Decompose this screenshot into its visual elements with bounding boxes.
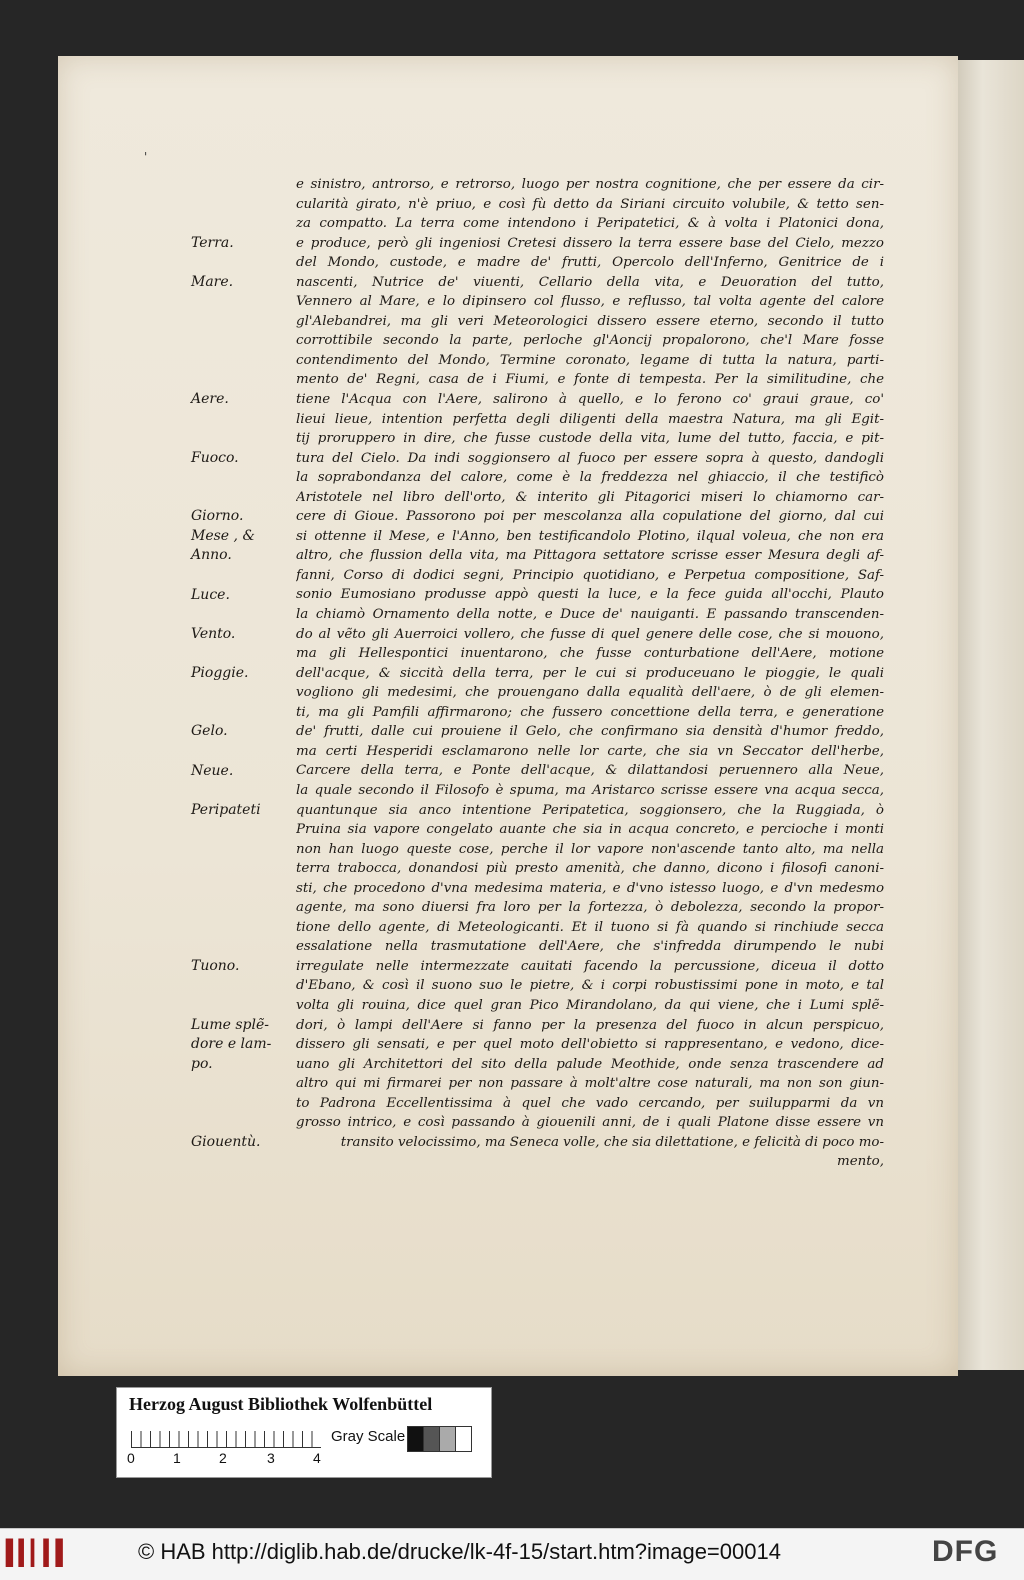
text-line: de' frutti, dalle cui prouiene il Gelo, che confirmano sia densità d'humor freddo,	[296, 724, 884, 740]
text-line: mento de' Regni, casa de i Fiumi, e fonte di tempesta. Per la similitudine, che	[296, 372, 884, 388]
text-line: tiene l'Acqua con l'Aere, salirono à quello, e lo ferono co' graui graue, co'	[296, 392, 884, 408]
text-line: altro, che flussion della vita, ma Pittagora settatore scrisse esser Mesura degli af-	[296, 548, 884, 564]
credit-link[interactable]: © HAB http://diglib.hab.de/drucke/lk-4f-15/start.htm?image=00014	[138, 1539, 781, 1564]
text-line: la chiamò Ornamento della notte, e Duce de' nauiganti. E passando transcenden-	[296, 607, 884, 623]
text-line: uano gli Architettori del sito della palude Meothide, onde senza trascendere ad	[296, 1056, 884, 1072]
margin-note: Giouentù.	[191, 1133, 261, 1150]
text-line: transito velocissimo, ma Seneca volle, che sia dilettatione, e felicità di poco mo-	[340, 1134, 884, 1150]
gray-swatch	[407, 1426, 424, 1452]
text-line: Carcere della terra, e Ponte dell'acque, & dilattandosi peruennero alla Neue,	[296, 763, 884, 779]
text-line: terra trabocca, donandosi più presto amenità, che danno, dicono i filosofi canoni-	[296, 861, 884, 877]
text-line: Pruina sia vapore congelato auante che sia in acqua concreto, e percioche i monti	[296, 822, 884, 838]
gray-swatch	[439, 1426, 456, 1452]
footer-bar	[0, 1528, 1024, 1580]
text-line: fanni, Corso di dodici segni, Principio quotidiano, e Perpetua compositione, Saf-	[296, 567, 884, 583]
text-line: za compatto. La terra come intendono i Peripatetici, & à volta i Platonici dona,	[296, 216, 884, 232]
text-line: la quale secondo il Filosofo è spuma, ma Aristarco scrisse essere vna acqua secca,	[296, 782, 884, 798]
text-line: corrottibile secondo la parte, perloche gl'Aoncij propalorono, che'l Mare fosse	[296, 333, 884, 349]
text-line: ma gli Hellespontici inuentarono, che fusse conturbatione dell'Aere, motione	[296, 646, 884, 662]
text-line: Vennero al Mare, e lo dipinsero col flusso, e reflusso, tal volta agente del calore	[296, 294, 884, 310]
text-line: contendimento del Mondo, Termine coronato, legame di tutta la natura, parti-	[296, 352, 884, 368]
catchword: mento,	[837, 1154, 884, 1170]
gray-swatch	[455, 1426, 472, 1452]
text-line: tione dello agente, di Meteologicanti. Et il tuono si fà quando si rinchiude secca	[296, 919, 884, 935]
text-line: non han luogo queste cose, perche il lor vapore non'ascende tanto alto, ma nella	[296, 841, 884, 857]
margin-note: Vento.	[191, 625, 236, 642]
margin-note: Luce.	[191, 586, 230, 603]
scale-number: 0	[127, 1450, 135, 1466]
margin-note: Tuono.	[191, 958, 240, 974]
margin-note: Giorno.	[191, 508, 244, 525]
scale-number: 4	[313, 1450, 321, 1466]
page-mark: '	[144, 150, 148, 164]
text-line: cularità girato, n'è priuo, e così fù detto da Siriani circuito volubile, & tetto sen-	[296, 196, 884, 212]
text-line: gl'Alebandrei, ma gli veri Meteorologici dissero essere eterno, secondo il tutto	[296, 313, 884, 329]
ruler-ticks	[131, 1431, 321, 1448]
hab-barcode-logo-icon: ▌▍▎▍▌	[6, 1539, 69, 1567]
facing-page-edge	[955, 60, 1024, 1370]
text-line: tura del Cielo. Da indi soggionsero al fuoco per essere sopra à questo, dandogli	[296, 450, 884, 466]
margin-note: Aere.	[191, 391, 229, 408]
scale-number: 2	[219, 1450, 227, 1466]
text-line: Aristotele nel libro dell'orto, & interito gli Pitagorici miseri lo chiamorno car-	[296, 489, 884, 505]
text-line: del Mondo, custode, e madre de' frutti, Opercolo dell'Inferno, Genitrice de i	[296, 255, 884, 271]
text-line: irregulate nelle intermezzate cauitati facendo la percussione, diceua il dotto	[296, 958, 884, 974]
margin-note: Anno.	[191, 547, 232, 564]
scale-number: 3	[267, 1450, 275, 1466]
margin-note: Fuoco.	[191, 449, 239, 466]
margin-note: Lume splẽ-	[191, 1016, 269, 1033]
text-line: to Padrona Eccellentissima à quel che vado cercando, per suilupparmi da vn	[296, 1095, 884, 1111]
text-line: dori, ò lampi dell'Aere si fanno per la presenza del fuoco in alcun perspicuo,	[296, 1017, 884, 1033]
text-line: e produce, però gli ingeniosi Cretesi dissero la terra essere base del Cielo, mezzo	[296, 235, 884, 251]
text-line: ti, ma gli Pamfili affirmarono; che fussero concettione della terra, e generatione	[296, 704, 884, 720]
dfg-logo: DFG	[932, 1535, 999, 1568]
margin-note: dore e lam-	[191, 1036, 272, 1053]
scale-number: 1	[173, 1450, 181, 1466]
body-text	[296, 175, 884, 1172]
text-line: volta gli rouina, dice quel gran Pico Mirandolano, da qui viene, che i Lumi splẽ-	[296, 997, 884, 1013]
margin-note: Gelo.	[191, 723, 228, 740]
text-line: tij proruppero in dire, che fusse custode della vita, lume del tutto, faccia, e pit-	[296, 431, 884, 447]
gray-scale-label: Gray Scale	[331, 1428, 406, 1445]
text-line: d'Ebano, & così il suono suo le pietre, & i corpi robustissimi pone in moto, e tal	[296, 978, 884, 994]
text-line: dell'acque, & siccità della terra, per le cui si produceuano le pioggie, le quali	[296, 665, 884, 681]
margin-note: Peripateti	[191, 801, 261, 818]
margin-note: Mare.	[191, 273, 234, 290]
text-line: cere di Gioue. Passorono poi per mescolanza alla copulatione del giorno, dal cui	[296, 509, 884, 525]
text-line: sti, che procedono d'vna medesima materia, e d'vno istesso luogo, e d'vn medesmo	[296, 880, 884, 896]
text-line: la soprabondanza del calore, come è la freddezza nel ghiaccio, il che testificò	[296, 470, 884, 486]
text-line: ma certi Hesperidi esclamarono nelle lor carte, che sia vn Seccator dell'herbe,	[296, 743, 884, 759]
margin-note: Terra.	[191, 234, 234, 251]
text-line: do al vẽto gli Auerroici vollero, che fusse di quel genere delle cose, che si mouono,	[296, 626, 884, 642]
text-line: sonio Eumosiano produsse appò questi la luce, e la fece guida all'occhi, Plauto	[296, 587, 884, 603]
gray-swatch	[423, 1426, 440, 1452]
book-page	[58, 56, 958, 1376]
text-line: lieui lieue, intention perfetta degli diligenti della maestra Natura, ma gli Egit-	[296, 411, 884, 427]
text-line: agente, ma sono diuersi fra loro per la fortezza, ò debolezza, secondo la propor-	[296, 900, 884, 916]
text-line: vogliono gli medesimi, che prouengano dalla equalità dell'aere, ò de gli elemen-	[296, 685, 884, 701]
text-line: si ottenne il Mese, e l'Anno, ben testificandolo Plotino, ilqual voleua, che non era	[296, 528, 884, 544]
text-line: dissero gli sensati, e per quel moto dell'obietto si rappresentano, e vedono, dice-	[296, 1037, 884, 1053]
text-line: nascenti, Nutrice de' viuenti, Cellario della vita, e Deuoration del tutto,	[296, 274, 884, 290]
text-line: quantunque sia anco intentione Peripatetica, soggionsero, che la Ruggiada, ò	[296, 802, 884, 818]
library-name: Herzog August Bibliothek Wolfenbüttel	[129, 1394, 433, 1414]
margin-note: Mese , &	[191, 527, 255, 544]
text-line: grosso intrico, e così passando à giouenili anni, de i quali Platone disse essere vn	[296, 1115, 884, 1131]
text-line: altro qui mi firmarei per non passare à molt'altre cose naturali, ma non son giun-	[296, 1076, 884, 1092]
color-calibration-card	[116, 1387, 492, 1478]
margin-note: Neue.	[191, 762, 234, 779]
margin-note: Pioggie.	[191, 664, 249, 681]
text-line: e sinistro, antrorso, e retrorso, luogo per nostra cognitione, che per essere da cir-	[296, 177, 884, 192]
margin-note: po.	[191, 1055, 213, 1072]
text-line: essalatione nella trasmutatione dell'Aere, che s'infredda dirumpendo le nubi	[296, 939, 884, 955]
